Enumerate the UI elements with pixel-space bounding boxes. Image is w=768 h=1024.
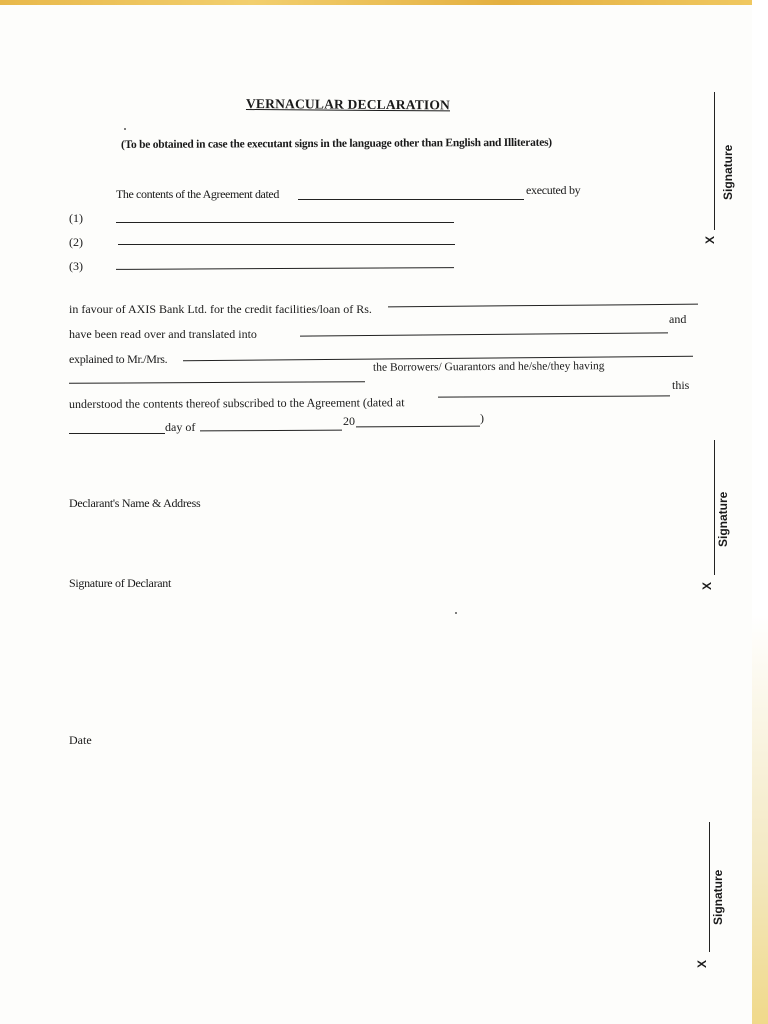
party-1-label: (1) — [69, 211, 83, 225]
language-blank — [300, 332, 668, 336]
declarant-name-label: Declarant's Name & Address — [69, 496, 201, 510]
signature-block-2 — [700, 440, 740, 590]
day-of-text: day of — [165, 420, 196, 434]
signature-label: Signature — [716, 491, 730, 547]
signature-x-mark: X — [703, 235, 717, 244]
year-blank — [356, 426, 480, 428]
document-subtitle: (To be obtained in case the executant signs in the language other than English and Illiterates) — [120, 136, 552, 151]
signature-line — [714, 92, 715, 230]
party-1-blank — [116, 222, 454, 223]
signature-block-1 — [700, 90, 740, 245]
agreement-dated-label: The contents of the Agreement dated — [116, 187, 279, 201]
close-paren: ) — [480, 411, 484, 425]
signature-label: Signature — [721, 144, 735, 200]
signature-x-mark: X — [695, 959, 709, 968]
signature-line — [709, 822, 710, 952]
executed-by-label: executed by — [526, 183, 581, 197]
agreement-date-blank — [298, 199, 524, 200]
ink-speck — [455, 612, 457, 614]
read-over-text: have been read over and translated into — [69, 327, 257, 341]
year-prefix: 20 — [343, 414, 355, 428]
signature-label: Signature — [711, 869, 725, 925]
page-top-edge — [0, 0, 756, 5]
this-text: this — [672, 378, 690, 392]
signature-line — [714, 440, 715, 575]
borrowers-text: the Borrowers/ Guarantors and he/she/they having — [372, 360, 605, 374]
party-2-blank — [118, 244, 455, 245]
party-3-blank — [116, 267, 454, 270]
loan-amount-blank — [388, 304, 698, 308]
date-label: Date — [69, 733, 92, 747]
day-blank — [69, 433, 165, 434]
page-right-edge — [752, 0, 768, 1024]
signature-x-mark: X — [700, 581, 714, 590]
party-3-label: (3) — [69, 259, 83, 273]
month-blank — [200, 430, 342, 432]
understood-text: understood the contents thereof subscribed to the Agreement (dated at — [68, 395, 405, 411]
agreement-place-blank — [438, 395, 670, 397]
party-2-label: (2) — [69, 235, 83, 249]
declarant-signature-label: Signature of Declarant — [69, 576, 172, 590]
document-title: VERNACULAR DECLARATION — [245, 96, 451, 113]
favour-text: in favour of AXIS Bank Ltd. for the credit facilities/loan of Rs. — [69, 302, 372, 316]
and-text: and — [669, 312, 687, 326]
borrowers-blank — [69, 381, 365, 384]
explained-text: explained to Mr./Mrs. — [69, 352, 168, 366]
ink-speck — [124, 128, 126, 130]
signature-block-3 — [695, 822, 735, 970]
